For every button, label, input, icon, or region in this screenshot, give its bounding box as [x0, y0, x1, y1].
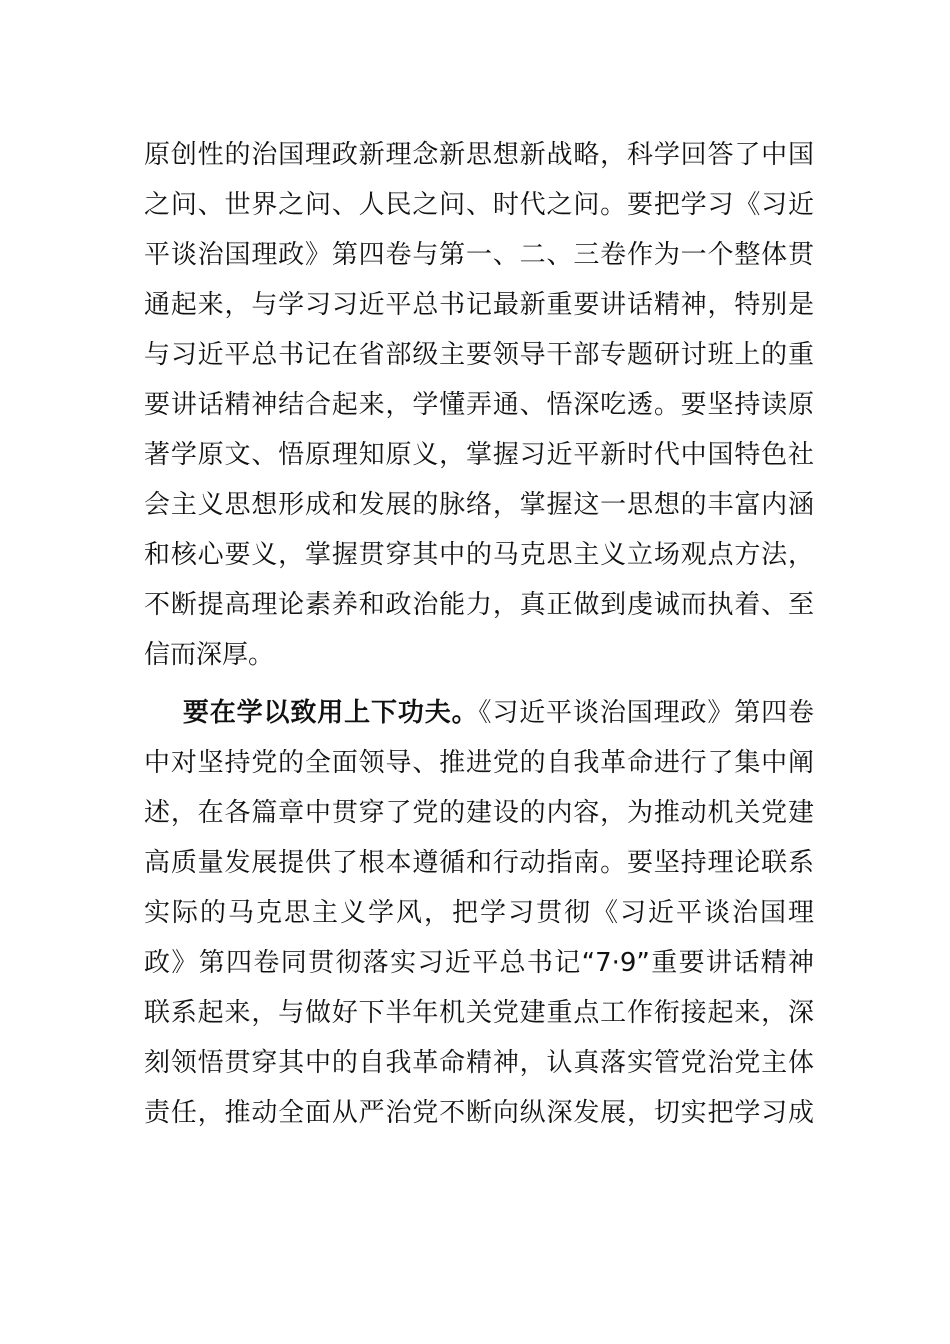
paragraph-1-line: 平谈治国理政》第四卷与第一、二、三卷作为一个整体贯 — [144, 240, 814, 270]
paragraph-2 — [144, 688, 814, 1138]
paragraph-1-line: 和核心要义，掌握贯穿其中的马克思主义立场观点方法， — [144, 540, 814, 570]
paragraph-1-line: 与习近平总书记在省部级主要领导干部专题研讨班上的重 — [144, 340, 814, 370]
paragraph-1-line: 会主义思想形成和发展的脉络，掌握这一思想的丰富内涵 — [144, 490, 814, 520]
paragraph-1-line: 要讲话精神结合起来，学懂弄通、悟深吃透。要坚持读原 — [144, 390, 814, 420]
paragraph-2-first-line-text: 《习近平谈治国理政》第四卷 — [478, 698, 814, 728]
paragraph-2-first-line — [144, 688, 814, 738]
paragraph-2-heading: 要在学以致用上下功夫。 — [182, 698, 479, 728]
paragraph-2-line: 述，在各篇章中贯穿了党的建设的内容，为推动机关党建 — [144, 798, 814, 828]
paragraph-1 — [144, 130, 814, 680]
paragraph-2-line: 刻领悟贯穿其中的自我革命精神，认真落实管党治党主体 — [144, 1048, 814, 1078]
paragraph-1-line: 之问、世界之问、人民之问、时代之问。要把学习《习近 — [144, 190, 814, 220]
paragraph-1-line: 著学原文、悟原理知原义，掌握习近平新时代中国特色社 — [144, 440, 814, 470]
paragraph-1-line: 原创性的治国理政新理念新思想新战略，科学回答了中国 — [144, 140, 814, 170]
paragraph-2-line: 实际的马克思主义学风，把学习贯彻《习近平谈治国理 — [144, 898, 814, 928]
paragraph-1-line: 通起来，与学习习近平总书记最新重要讲话精神，特别是 — [144, 290, 814, 320]
paragraph-2-line: 中对坚持党的全面领导、推进党的自我革命进行了集中阐 — [144, 748, 814, 778]
paragraph-1-line: 不断提高理论素养和政治能力，真正做到虔诚而执着、至 — [144, 590, 814, 620]
paragraph-1-line: 信而深厚。 — [144, 640, 275, 670]
paragraph-2-line: 高质量发展提供了根本遵循和行动指南。要坚持理论联系 — [144, 848, 814, 878]
paragraph-2-line: 联系起来，与做好下半年机关党建重点工作衔接起来，深 — [144, 998, 814, 1028]
paragraph-2-line: 责任，推动全面从严治党不断向纵深发展，切实把学习成 — [144, 1098, 814, 1128]
paragraph-2-line: 政》第四卷同贯彻落实习近平总书记“7·9”重要讲话精神 — [144, 948, 814, 978]
